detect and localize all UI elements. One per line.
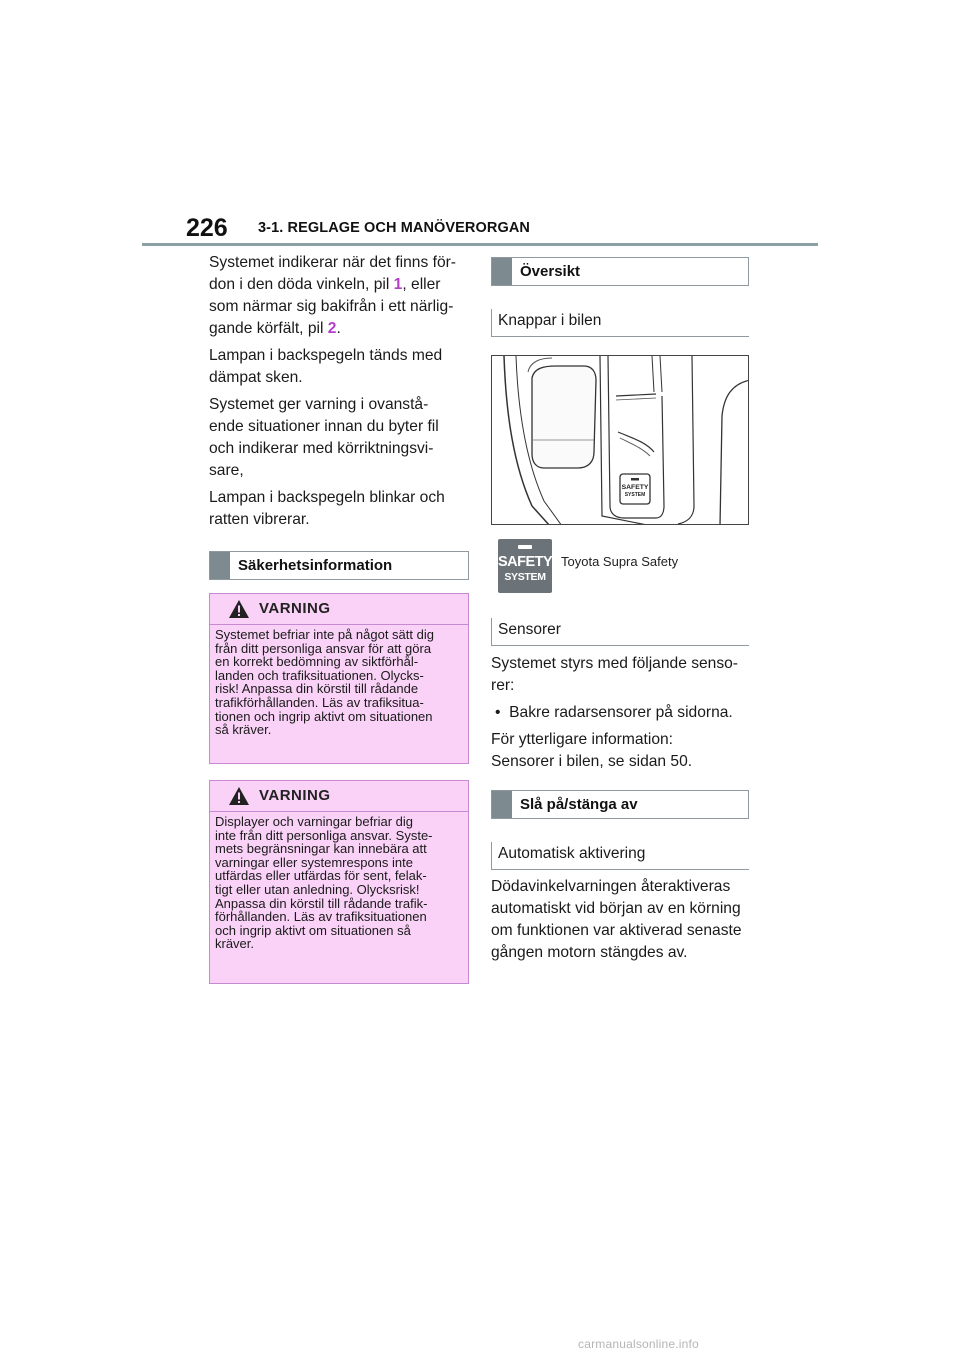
buttons-subheading	[491, 309, 749, 337]
paragraph-lamp-flashing: Lampan i backspegeln blinkar och ratten vibrerar.	[209, 489, 445, 528]
warning-title-bar	[210, 781, 468, 812]
warning-box-1	[209, 593, 469, 764]
left-column-text	[209, 252, 471, 536]
paragraph-indication	[209, 252, 471, 340]
safety-system-icon	[498, 539, 552, 593]
heading-tab	[492, 258, 512, 285]
subheading-label: Knappar i bilen	[498, 312, 602, 329]
heading-tab	[210, 552, 230, 579]
center-console-illustration	[491, 355, 749, 525]
subheading-label: Sensorer	[498, 621, 561, 638]
auto-activation-subheading	[491, 842, 749, 870]
paragraph-warning-situations: Systemet ger varning i ovanstå- ende situationer innan du byter fil och indikerar med körriktningsvi- sare,	[209, 396, 439, 479]
safety-information-heading	[209, 551, 469, 580]
arrow-1-label: 1	[393, 276, 403, 293]
paragraph-auto-activation: Dödavinkelvarningen återaktiveras automatiskt vid början av en körning om funktionen var aktiverad senaste gången motorn stängdes av.	[491, 878, 742, 961]
bullet-text: Bakre radarsensorer på sidorna.	[509, 704, 733, 721]
arrow-2-label: 2	[327, 320, 337, 337]
text-run: , eller som närmar sig bakifrån i ett närlig- gande körfält, pil	[209, 276, 454, 337]
heading-tab	[492, 791, 512, 818]
text-run: .	[336, 320, 341, 337]
center-console-drawing	[492, 356, 749, 525]
button-label-system: SYSTEM	[624, 492, 646, 498]
overview-heading	[491, 257, 749, 286]
subheading-label: Automatisk aktivering	[498, 845, 646, 862]
header-rule	[142, 243, 818, 246]
warning-text: Displayer och varningar befriar dig inte från ditt personliga ansvar. Syste- mets begränsningar kan innebära att varningar eller systemrespons inte utfärdas eller utfärdas för sent, felak- tigt eller utan anledning. Olycksrisk! Anpassa din körstil till rådande trafik- förhållanden. Läs av trafiksituationen och ingrip aktivt om situationen så kräver.	[215, 814, 433, 952]
icon-text-system: SYSTEM	[504, 571, 546, 583]
paragraph-lamp-dimmed: Lampan i backspegeln tänds med dämpat sken.	[209, 347, 443, 386]
heading-label: Säkerhetsinformation	[238, 557, 393, 574]
warning-text: Systemet befriar inte på något sätt dig från ditt personliga ansvar för att göra en korrekt bedömning av siktförhål- landen och trafiksituationen. Olycks- risk! Anpassa din körstil till rådande trafikförhållanden. Läs av trafiksitua- tionen och ingrip aktivt om situationen så kräver.	[215, 627, 434, 738]
warning-title-bar	[210, 594, 468, 625]
text-run: Systemet indikerar när det finns för- don i den döda vinkeln, pil	[209, 254, 457, 293]
on-off-heading	[491, 790, 749, 819]
auto-activation-text	[491, 876, 753, 969]
warning-label: VARNING	[259, 600, 331, 617]
safety-icon-caption: Toyota Supra Safety	[561, 554, 679, 569]
page-number: 226	[186, 214, 228, 242]
warning-triangle-icon	[228, 599, 250, 619]
paragraph-more-info: För ytterligare information: Sensorer i bilen, se sidan 50.	[491, 731, 693, 770]
paragraph-sensors: Systemet styrs med följande senso- rer:	[491, 655, 739, 694]
button-label-safety: SAFETY	[621, 484, 649, 491]
sensors-text	[491, 653, 753, 778]
heading-label: Slå på/stänga av	[520, 796, 638, 813]
section-title: 3-1. REGLAGE OCH MANÖVERORGAN	[258, 220, 530, 236]
icon-bar	[518, 545, 532, 549]
warning-triangle-icon	[228, 786, 250, 806]
sensors-subheading	[491, 618, 749, 646]
warning-label: VARNING	[259, 787, 331, 804]
icon-text-safety: SAFETY	[498, 554, 553, 570]
watermark: carmanualsonline.info	[578, 1337, 699, 1351]
bullet-item: • Bakre radarsensorer på sidorna.	[495, 704, 733, 721]
warning-box-2	[209, 780, 469, 984]
heading-label: Översikt	[520, 263, 581, 280]
